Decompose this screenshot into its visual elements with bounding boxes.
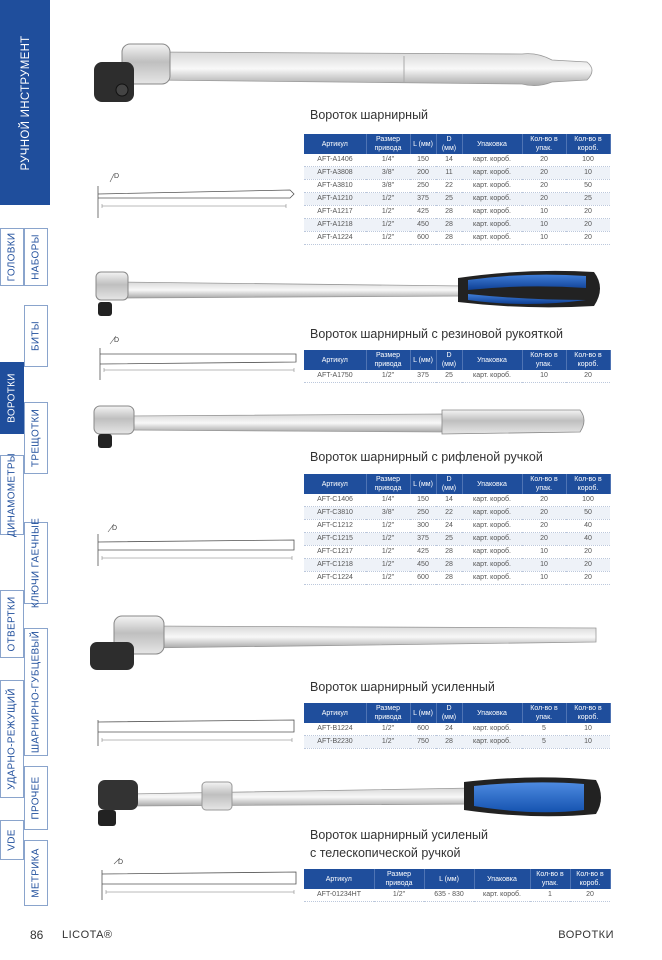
table-cell: 5 (522, 723, 566, 736)
table-cell: 20 (570, 889, 610, 902)
table-cell: 50 (566, 180, 610, 193)
table-cell: 100 (566, 494, 610, 507)
table-cell: 20 (522, 520, 566, 533)
table-cell: 50 (566, 507, 610, 520)
drawing-label-d: D (114, 337, 120, 344)
column-header: D (мм) (436, 134, 462, 154)
table-row (304, 546, 610, 559)
table-cell: 600 (410, 572, 436, 585)
table-cell: 28 (436, 206, 462, 219)
table-cell: 10 (522, 219, 566, 232)
table-row (304, 507, 610, 520)
table-cell: 425 (410, 206, 436, 219)
index-tab-torque[interactable]: ДИНАМОМЕТРЫ (0, 455, 24, 535)
table-body (304, 723, 610, 749)
index-tab-ratchets[interactable]: ТРЕЩОТКИ (24, 402, 48, 474)
table-body (304, 370, 610, 383)
table-cell: AFT-A1406 (304, 154, 366, 167)
table-cell: карт. короб. (462, 206, 522, 219)
table-cell: карт. короб. (462, 533, 522, 546)
table-row (304, 219, 610, 232)
index-tab-sets[interactable]: НАБОРЫ (24, 228, 48, 286)
index-tab-wrenches[interactable]: КЛЮЧИ ГАЕЧНЫЕ (24, 522, 48, 604)
column-header: Артикул (304, 134, 366, 154)
product-title-line2: с телескопической ручкой (310, 846, 461, 860)
table-cell: 40 (566, 520, 610, 533)
table-cell: 750 (410, 736, 436, 749)
column-header: Упаковка (462, 134, 522, 154)
table-cell: 20 (522, 167, 566, 180)
table-cell: карт. короб. (462, 520, 522, 533)
table-cell: 14 (436, 494, 462, 507)
table-row (304, 154, 610, 167)
table-cell: 600 (410, 232, 436, 245)
index-tab-bits[interactable]: БИТЫ (24, 305, 48, 367)
product-title: Вороток шарнирный (310, 108, 429, 122)
table-cell: 10 (566, 723, 610, 736)
table-cell: карт. короб. (462, 507, 522, 520)
index-tab-other[interactable]: ПРОЧЕЕ (24, 766, 48, 830)
table-cell: 375 (410, 533, 436, 546)
table-cell: 1/2" (366, 370, 410, 383)
index-tab-metric[interactable]: МЕТРИКА (24, 840, 48, 906)
page-number: 86 (30, 928, 44, 942)
table-cell: 10 (522, 232, 566, 245)
table-cell: AFT-A1217 (304, 206, 366, 219)
table-header-row (304, 869, 610, 889)
table-cell: 11 (436, 167, 462, 180)
column-header: Упаковка (474, 869, 530, 889)
table-cell: 10 (522, 572, 566, 585)
drawing-label-d: D (112, 525, 118, 532)
table-cell: 1/2" (366, 520, 410, 533)
table-row (304, 494, 610, 507)
table-cell: карт. короб. (462, 494, 522, 507)
product-title: Вороток шарнирный усиленный (310, 680, 495, 694)
table-cell: 450 (410, 559, 436, 572)
table-row (304, 370, 610, 383)
table-cell: 20 (566, 370, 610, 383)
column-header: Артикул (304, 350, 366, 370)
table-cell: 1/2" (366, 193, 410, 206)
table-cell: AFT-C1406 (304, 494, 366, 507)
table-cell: 100 (566, 154, 610, 167)
table-cell: карт. короб. (462, 559, 522, 572)
spec-table (304, 350, 611, 383)
table-cell: 635 - 830 (424, 889, 474, 902)
table-cell: 25 (566, 193, 610, 206)
table-cell: карт. короб. (462, 154, 522, 167)
table-header-row (304, 474, 610, 494)
spec-table (304, 134, 611, 245)
table-cell: карт. короб. (462, 736, 522, 749)
table-cell: карт. короб. (462, 572, 522, 585)
table-row (304, 889, 610, 902)
drawing-label-d: D (114, 173, 120, 180)
column-header: Кол-во в упак. (522, 474, 566, 494)
drawing-label-d: D (118, 859, 124, 866)
table-cell: 20 (566, 232, 610, 245)
index-tab-impact[interactable]: УДАРНО-РЕЖУЩИЙ (0, 680, 24, 798)
dimension-drawing (90, 334, 300, 388)
table-cell: AFT-A1224 (304, 232, 366, 245)
table-cell: 375 (410, 370, 436, 383)
table-cell: карт. короб. (462, 370, 522, 383)
table-cell: AFT-C1212 (304, 520, 366, 533)
column-header: Упаковка (462, 350, 522, 370)
table-cell: 600 (410, 723, 436, 736)
dimension-drawing (88, 520, 302, 576)
table-cell: карт. короб. (462, 193, 522, 206)
column-header: L (мм) (410, 350, 436, 370)
index-tab-pliers[interactable]: ШАРНИРНО-ГУБЦЕВЫЙ (24, 628, 48, 756)
table-row (304, 206, 610, 219)
column-header: Размер привода (366, 134, 410, 154)
table-row (304, 533, 610, 546)
column-header: D (мм) (436, 350, 462, 370)
table-cell: 20 (522, 193, 566, 206)
table-cell: 10 (522, 206, 566, 219)
table-cell: карт. короб. (462, 232, 522, 245)
product-title: Вороток шарнирный усиленый (310, 828, 488, 842)
table-body (304, 494, 610, 585)
index-tab-heads[interactable]: ГОЛОВКИ (0, 228, 24, 286)
table-row (304, 736, 610, 749)
table-cell: 28 (436, 546, 462, 559)
table-cell: 1/2" (366, 723, 410, 736)
column-header: Артикул (304, 703, 366, 723)
table-cell: 1/2" (366, 219, 410, 232)
dimension-drawing (88, 706, 302, 752)
index-tab-screwdrivers[interactable]: ОТВЕРТКИ (0, 590, 24, 658)
table-body (304, 889, 610, 902)
table-cell: 24 (436, 723, 462, 736)
table-cell: карт. короб. (462, 219, 522, 232)
table-row (304, 232, 610, 245)
table-cell: AFT-A3808 (304, 167, 366, 180)
table-cell: 1/4" (366, 494, 410, 507)
table-cell: 28 (436, 232, 462, 245)
table-cell: 1/2" (366, 572, 410, 585)
table-cell: 250 (410, 180, 436, 193)
table-cell: 20 (522, 494, 566, 507)
column-header: L (мм) (410, 703, 436, 723)
column-header: Артикул (304, 869, 374, 889)
table-cell: 20 (566, 559, 610, 572)
table-cell: 3/8" (366, 167, 410, 180)
table-cell: 10 (522, 546, 566, 559)
table-cell: карт. короб. (462, 180, 522, 193)
table-header-row (304, 134, 610, 154)
column-header: L (мм) (424, 869, 474, 889)
product-photo-breaker-bar (82, 38, 602, 108)
dimension-drawing (92, 856, 302, 906)
table-cell: AFT-A1750 (304, 370, 366, 383)
column-header: Размер привода (366, 474, 410, 494)
column-header: Кол-во в упак. (522, 703, 566, 723)
table-row (304, 723, 610, 736)
table-cell: AFT-B2230 (304, 736, 366, 749)
column-header: Артикул (304, 474, 366, 494)
table-row (304, 180, 610, 193)
section-title: ВОРОТКИ (558, 929, 614, 941)
table-cell: карт. короб. (474, 889, 530, 902)
table-cell: карт. короб. (462, 723, 522, 736)
table-cell: 28 (436, 559, 462, 572)
table-cell: AFT-C1217 (304, 546, 366, 559)
table-cell: 20 (522, 180, 566, 193)
table-row (304, 572, 610, 585)
table-cell: 22 (436, 180, 462, 193)
table-body (304, 154, 610, 245)
table-header-row (304, 703, 610, 723)
spec-table (304, 474, 611, 585)
table-cell: 1 (530, 889, 570, 902)
table-cell: AFT-01234HT (304, 889, 374, 902)
table-row (304, 520, 610, 533)
table-cell: AFT-B1224 (304, 723, 366, 736)
index-tab-vde[interactable]: VDE (0, 820, 24, 860)
section-tab-label: РУЧНОЙ ИНСТРУМЕНТ (20, 34, 32, 171)
table-cell: 20 (522, 154, 566, 167)
table-cell: 450 (410, 219, 436, 232)
table-cell: 24 (436, 520, 462, 533)
table-cell: 1/2" (366, 206, 410, 219)
column-header: D (мм) (436, 703, 462, 723)
table-cell: 250 (410, 507, 436, 520)
column-header: Кол-во в упак. (522, 350, 566, 370)
column-header: Размер привода (366, 350, 410, 370)
column-header: Кол-во в короб. (566, 134, 610, 154)
table-row (304, 167, 610, 180)
table-cell: 1/2" (366, 232, 410, 245)
table-cell: 200 (410, 167, 436, 180)
column-header: Упаковка (462, 703, 522, 723)
table-cell: 20 (522, 507, 566, 520)
table-cell: 25 (436, 193, 462, 206)
column-header: Упаковка (462, 474, 522, 494)
table-cell: 25 (436, 370, 462, 383)
product-title: Вороток шарнирный с рифленой ручкой (310, 450, 543, 464)
table-cell: AFT-A1210 (304, 193, 366, 206)
column-header: Кол-во в упак. (522, 134, 566, 154)
table-cell: 1/2" (366, 736, 410, 749)
column-header: Кол-во в короб. (566, 350, 610, 370)
table-cell: 28 (436, 736, 462, 749)
table-row (304, 559, 610, 572)
table-cell: 10 (566, 167, 610, 180)
spec-table (304, 703, 611, 749)
table-row (304, 193, 610, 206)
table-cell: 425 (410, 546, 436, 559)
brand-name: LICOTA® (62, 929, 113, 941)
column-header: Размер привода (374, 869, 424, 889)
table-cell: карт. короб. (462, 546, 522, 559)
table-cell: 150 (410, 154, 436, 167)
table-cell: 3/8" (366, 507, 410, 520)
table-cell: 20 (566, 206, 610, 219)
column-header: Кол-во в короб. (566, 703, 610, 723)
column-header: L (мм) (410, 134, 436, 154)
column-header: L (мм) (410, 474, 436, 494)
spec-table (304, 869, 611, 902)
table-cell: 25 (436, 533, 462, 546)
table-cell: 10 (522, 370, 566, 383)
column-header: Кол-во в короб. (570, 869, 610, 889)
table-cell: 10 (522, 559, 566, 572)
table-cell: AFT-C1215 (304, 533, 366, 546)
table-cell: 20 (566, 219, 610, 232)
column-header: Кол-во в короб. (566, 474, 610, 494)
table-cell: 1/4" (366, 154, 410, 167)
table-cell: 375 (410, 193, 436, 206)
table-cell: 1/2" (366, 546, 410, 559)
column-header: D (мм) (436, 474, 462, 494)
table-cell: 14 (436, 154, 462, 167)
table-cell: 150 (410, 494, 436, 507)
table-cell: 5 (522, 736, 566, 749)
section-tab-hand-tools (0, 0, 50, 205)
table-cell: AFT-C1224 (304, 572, 366, 585)
table-cell: AFT-A1218 (304, 219, 366, 232)
table-cell: 28 (436, 219, 462, 232)
column-header: Кол-во в упак. (530, 869, 570, 889)
table-cell: 300 (410, 520, 436, 533)
table-cell: AFT-A3810 (304, 180, 366, 193)
table-cell: 20 (522, 533, 566, 546)
product-photo-heavy-duty (84, 608, 606, 678)
table-cell: 1/2" (374, 889, 424, 902)
table-cell: 20 (566, 572, 610, 585)
table-cell: 20 (566, 546, 610, 559)
table-cell: 40 (566, 533, 610, 546)
product-title: Вороток шарнирный с резиновой рукояткой (310, 327, 563, 341)
table-cell: 1/2" (366, 559, 410, 572)
table-cell: AFT-C3810 (304, 507, 366, 520)
dimension-drawing (90, 168, 300, 228)
index-tab-breaker-bars[interactable]: ВОРОТКИ (0, 362, 24, 434)
table-cell: 10 (566, 736, 610, 749)
table-cell: карт. короб. (462, 167, 522, 180)
table-cell: 28 (436, 572, 462, 585)
table-header-row (304, 350, 610, 370)
table-cell: 3/8" (366, 180, 410, 193)
table-cell: AFT-C1218 (304, 559, 366, 572)
column-header: Размер привода (366, 703, 410, 723)
product-photo-rubber-handle (86, 262, 606, 326)
table-cell: 22 (436, 507, 462, 520)
table-cell: 1/2" (366, 533, 410, 546)
